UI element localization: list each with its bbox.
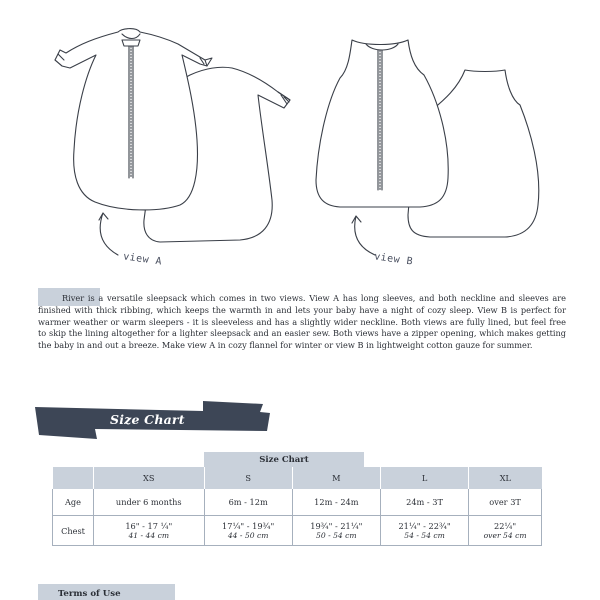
- chest-s-cm: 44 - 50 cm: [227, 531, 269, 540]
- size-header-blank: [53, 467, 94, 489]
- chest-xl-in: 22¼": [494, 521, 517, 531]
- intro-text: River is a versatile sleepsack which comes in two views. View A has long sleeves, and both neckline and sleeves are finished with thick ribbing, which keeps the warmth in and lets your baby have a night of cozy sleep. View B is perfect for warmer weather or warm sleepers - it is sleeveless and has a slightly wider neckline. Both views are fully lined, but feel free to skip the lining altogether for a lighter sleepsack and an easier sew. Both views have a zipper opening, which makes getting the baby in and out a breeze. Make view A in cozy flannel for winter or view B in lightweight cotton gauze for summer.: [38, 293, 566, 351]
- age-m: 12m - 24m: [292, 489, 380, 516]
- row-label-chest: Chest: [53, 516, 94, 546]
- chest-m-in: 19¾" - 21¼": [310, 521, 363, 531]
- chest-l-cm: 54 - 54 cm: [404, 531, 445, 540]
- size-header-l: L: [380, 467, 468, 489]
- intro-paragraph: [38, 293, 566, 352]
- chest-l-in: 21¼" - 22¾": [398, 521, 451, 531]
- view-a-front-drawing: [55, 29, 212, 210]
- view-b-front-drawing: [316, 40, 448, 207]
- terms-heading: Terms of Use: [58, 589, 121, 599]
- size-header-row: [53, 467, 542, 489]
- size-header-s: S: [204, 467, 292, 489]
- sleepsack-illustrations: [0, 0, 600, 290]
- chest-m: [292, 516, 380, 546]
- view-b-label: view B: [373, 251, 414, 268]
- view-a-arrow: [99, 213, 118, 255]
- age-l: 24m - 3T: [380, 489, 468, 516]
- chest-xl-cm: over 54 cm: [483, 531, 527, 540]
- row-label-age: Age: [53, 489, 94, 516]
- table-row-age: [53, 489, 542, 516]
- size-chart-caption: Size Chart: [204, 452, 364, 467]
- age-xl: over 3T: [469, 489, 542, 516]
- table-row-chest: [53, 516, 542, 546]
- chest-s: [204, 516, 292, 546]
- chest-xs-cm: 41 - 44 cm: [128, 531, 170, 540]
- size-header-m: M: [292, 467, 380, 489]
- age-xs: under 6 months: [94, 489, 205, 516]
- chest-xs-in: 16" - 17 ¼": [125, 521, 173, 531]
- view-b-arrow: [352, 216, 375, 255]
- chest-s-in: 17¼" - 19¾": [222, 521, 275, 531]
- chest-xs: [94, 516, 205, 546]
- size-header-xl: XL: [469, 467, 542, 489]
- size-header-xs: XS: [94, 467, 205, 489]
- size-chart-table: [52, 467, 542, 546]
- chest-l: [380, 516, 468, 546]
- size-chart-heading: Size Chart: [110, 412, 185, 427]
- chest-m-cm: 50 - 54 cm: [316, 531, 357, 540]
- chest-xl: [469, 516, 542, 546]
- view-a-label: view A: [122, 251, 163, 268]
- age-s: 6m - 12m: [204, 489, 292, 516]
